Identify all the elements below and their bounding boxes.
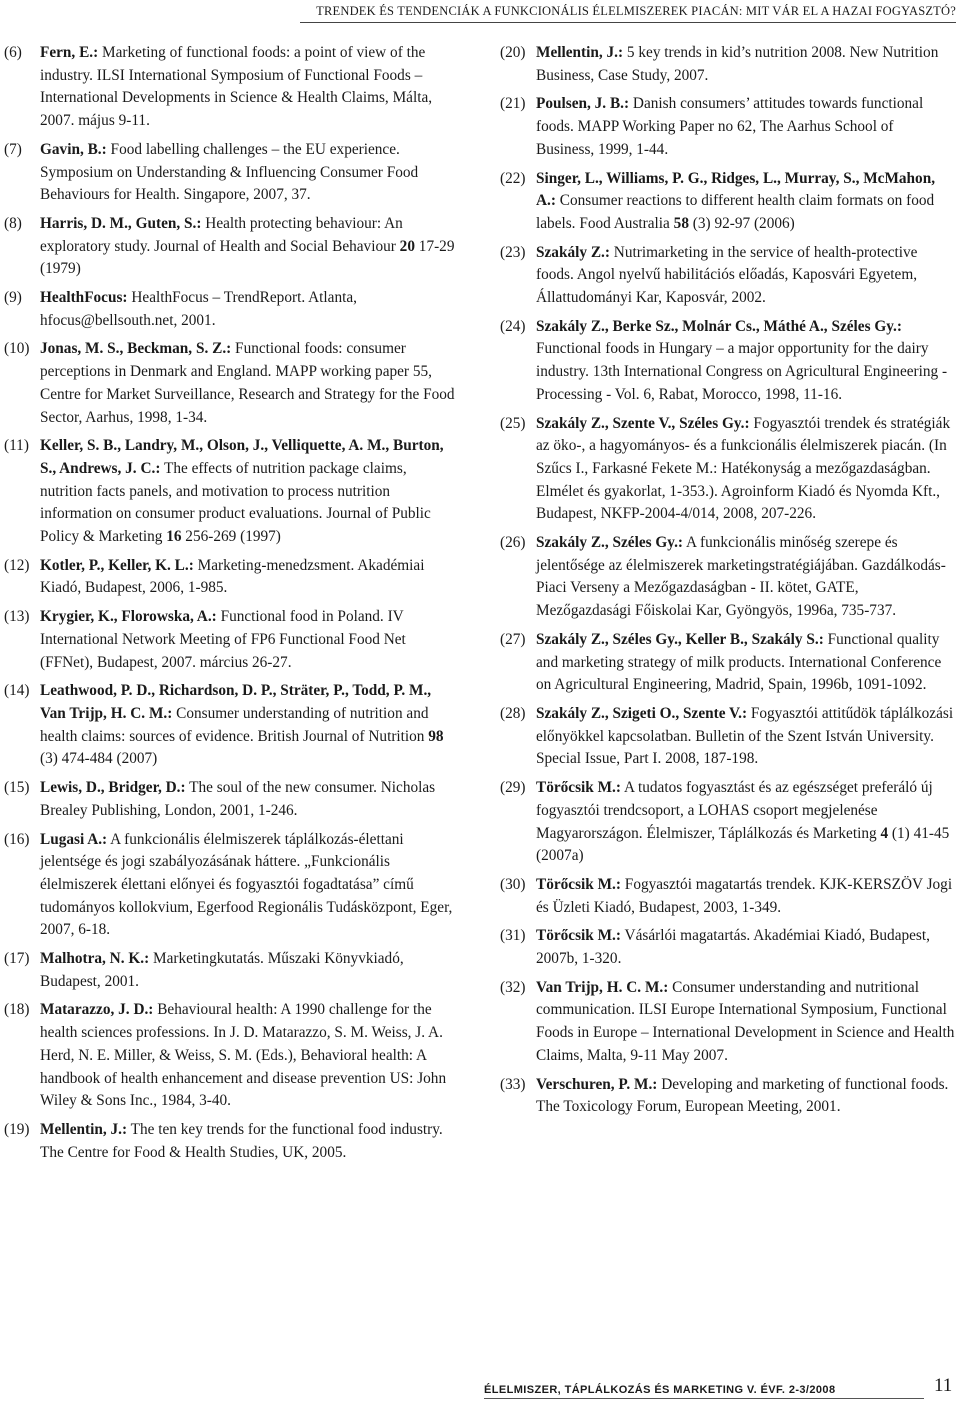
- reference-body: [536, 42, 955, 87]
- reference-number: (28): [500, 704, 526, 722]
- reference-number: (13): [4, 608, 30, 626]
- reference-authors: Kotler, P., Keller, K. L.:: [40, 556, 194, 574]
- reference-item: [4, 435, 460, 549]
- reference-item: [4, 287, 460, 332]
- reference-item: [500, 925, 955, 970]
- reference-item: [4, 139, 460, 207]
- reference-item: [500, 413, 955, 527]
- reference-text: Functional food in Poland. IV International Network Meeting of FP6 Functional Food Net (FFNet), Budapest, 2007. március 26-27.: [40, 608, 406, 671]
- reference-authors: Verschuren, P. M.:: [536, 1075, 658, 1093]
- reference-body: [40, 435, 460, 549]
- reference-authors: Szakály Z., Szente V., Széles Gy.:: [536, 414, 750, 432]
- reference-number: (11): [4, 437, 29, 455]
- reference-item: [500, 777, 955, 868]
- reference-volume: 20: [399, 237, 415, 255]
- reference-authors: Keller, S. B., Landry, M., Olson, J., Velliquette, A. M., Burton, S., Andrews, J. C.:: [40, 437, 444, 477]
- reference-text: Vásárlói magatartás. Akadémiai Kiadó, Budapest, 2007b, 1-320.: [536, 927, 930, 968]
- reference-text: Fogyasztói attitűdök táplálkozási előnyökkel kapcsolatban. Bulletin of the Szent István University. Special Issue, Part I. 2008, 187-198.: [536, 704, 954, 768]
- reference-authors: Szakály Z., Szigeti O., Szente V.:: [536, 704, 748, 722]
- page-number: 11: [934, 1375, 953, 1396]
- reference-item: [500, 703, 955, 771]
- reference-text: Food labelling challenges – the EU experience. Symposium on Understanding & Influencing Consumer Food Behaviours for Health. Singapore, 2007, 37.: [40, 140, 419, 204]
- reference-item: [500, 242, 955, 310]
- reference-body: [40, 139, 460, 207]
- running-head: TRENDEK ÉS TENDENCIÁK A FUNKCIONÁLIS ÉLELMISZEREK PIACÁN: MIT VÁR EL A HAZAI FOGYASZTÓ?: [300, 4, 956, 23]
- reference-number: (24): [500, 317, 526, 335]
- reference-item: [4, 680, 460, 771]
- reference-authors: Törőcsik M.:: [536, 875, 621, 893]
- reference-body: [40, 999, 460, 1113]
- reference-body: [536, 703, 955, 771]
- reference-number: (29): [500, 779, 526, 797]
- reference-text: Fogyasztói trendek és stratégiák az öko-, a hagyományos- és a funkcionális élelmiszerek piacán. (In Szűcs I., Farkasné Fekete M.: Hatékonyság a mezőgazdaságban. Elmélet és gyakorlat, 1-353.). Agroinform Kiadó és Nyomda Kft., Budapest, NKFP-2004-4/014, 2008, 207-226.: [536, 414, 951, 523]
- reference-item: [4, 777, 460, 822]
- reference-text: The effects of nutrition package claims, nutrition facts panels, and motivation to process nutrition information on consumer product evaluations. Journal of Public Policy & Marketing: [40, 459, 431, 546]
- reference-item: [500, 629, 955, 697]
- reference-body: [40, 1119, 460, 1164]
- reference-authors: Törőcsik M.:: [536, 779, 621, 797]
- reference-body: [40, 42, 460, 133]
- reference-item: [4, 999, 460, 1113]
- reference-number: (20): [500, 44, 526, 61]
- reference-item: [4, 42, 460, 133]
- reference-item: [500, 42, 955, 87]
- reference-number: (26): [500, 534, 526, 552]
- reference-item: [4, 948, 460, 993]
- footer-rule: [484, 1398, 924, 1399]
- reference-volume: 4: [880, 824, 889, 842]
- reference-number: (18): [4, 1001, 30, 1019]
- reference-number: (25): [500, 414, 526, 432]
- reference-authors: HealthFocus:: [40, 289, 128, 307]
- reference-number: (7): [4, 140, 22, 158]
- references-right-column: [500, 42, 955, 1125]
- reference-volume: 58: [673, 214, 689, 232]
- reference-body: [536, 1074, 955, 1119]
- reference-item: [4, 555, 460, 600]
- reference-body: [40, 680, 460, 771]
- reference-text: A funkcionális minőség szerepe és jelentősége az élelmiszerek marketingstratégiájában. Gazdálkodás-Piaci Verseny a Mezőgazdaságban - II. kötet, GATE, Mezőgazdasági Főiskolai Kar, Gyöngyös, 1996a, 735-737.: [536, 534, 946, 620]
- reference-item: [500, 316, 955, 407]
- reference-item: [500, 532, 955, 623]
- reference-number: (6): [4, 44, 22, 61]
- reference-authors: Poulsen, J. B.:: [536, 95, 630, 113]
- reference-number: (21): [500, 95, 526, 113]
- reference-authors: Szakály Z., Széles Gy.:: [536, 534, 684, 552]
- reference-text: Marketingkutatás. Műszaki Könyvkiadó, Budapest, 2001.: [40, 950, 404, 990]
- reference-item: [500, 874, 955, 919]
- reference-body: [40, 555, 460, 600]
- reference-body: [536, 413, 955, 527]
- reference-body: [40, 829, 460, 943]
- reference-pages: (3) 474-484 (2007): [40, 750, 158, 768]
- reference-authors: Szakály Z., Berke Sz., Molnár Cs., Máthé A., Széles Gy.:: [536, 317, 902, 335]
- reference-number: (33): [500, 1075, 526, 1093]
- reference-authors: Matarazzo, J. D.:: [40, 1001, 154, 1019]
- reference-text: Functional foods in Hungary – a major opportunity for the dairy industry. 13th International Congress on Agricultural Engineering - Processing - Vol. 6, Rabat, Morocco, 1998, 11-16.: [536, 340, 948, 403]
- reference-authors: Singer, L., Williams, P. G., Ridges, L., Murray, S., McMahon, A.:: [536, 169, 936, 210]
- reference-text: Marketing of functional foods: a point of view of the industry. ILSI International Symposium of Functional Foods – International Developments in Science & Health Claims, Málta, 2007. május 9-11.: [40, 44, 433, 130]
- reference-item: [500, 93, 955, 161]
- reference-item: [4, 829, 460, 943]
- reference-text: Fogyasztói magatartás trendek. KJK-KERSZÖV Jogi és Üzleti Kiadó, Budapest, 2003, 1-349.: [536, 875, 953, 916]
- reference-number: (10): [4, 340, 30, 358]
- reference-authors: Mellentin, J.:: [40, 1120, 128, 1138]
- reference-number: (27): [500, 630, 526, 648]
- reference-body: [40, 606, 460, 674]
- reference-text: Consumer reactions to different health claim formats on food labels. Food Australia: [536, 192, 935, 232]
- reference-authors: Van Trijp, H. C. M.:: [536, 978, 669, 996]
- reference-number: (22): [500, 169, 526, 187]
- reference-authors: Jonas, M. S., Beckman, S. Z.:: [40, 340, 232, 358]
- reference-item: [500, 1074, 955, 1119]
- reference-authors: Lugasi A.:: [40, 830, 108, 848]
- reference-authors: Fern, E.:: [40, 44, 99, 61]
- reference-text: HealthFocus – TrendReport. Atlanta, hfocus@bellsouth.net, 2001.: [40, 289, 357, 329]
- reference-number: (14): [4, 682, 30, 700]
- reference-text: Consumer understanding of nutrition and health claims: sources of evidence. British Journal of Nutrition: [40, 704, 429, 745]
- reference-item: [4, 606, 460, 674]
- reference-volume: 98: [428, 727, 444, 745]
- reference-body: [536, 168, 955, 236]
- reference-text: 5 key trends in kid’s nutrition 2008. New Nutrition Business, Case Study, 2007.: [536, 44, 939, 84]
- footer-journal-title: ÉLELMISZER, TÁPLÁLKOZÁS ÉS MARKETING V. ÉVF. 2-3/2008: [484, 1384, 836, 1396]
- reference-text: Consumer understanding and nutritional communication. ILSI Europe International Symposium, Functional Foods in Europe – International Development in Science and Health Claims, Malta, 9-11 May 2007.: [536, 978, 955, 1064]
- reference-number: (16): [4, 830, 30, 848]
- reference-body: [40, 287, 460, 332]
- reference-pages: 256-269 (1997): [181, 528, 281, 546]
- reference-text: The ten key trends for the functional food industry. The Centre for Food & Health Studies, UK, 2005.: [40, 1120, 443, 1161]
- reference-number: (15): [4, 779, 30, 797]
- reference-authors: Krygier, K., Florowska, A.:: [40, 608, 217, 626]
- reference-body: [536, 242, 955, 310]
- reference-body: [536, 316, 955, 407]
- reference-authors: Harris, D. M., Guten, S.:: [40, 214, 202, 232]
- reference-body: [536, 93, 955, 161]
- reference-text: Functional quality and marketing strategy of milk products. International Conference on Agricultural Engineering, Madrid, Spain, 1996b, 1091-1092.: [536, 630, 942, 694]
- reference-number: (19): [4, 1120, 30, 1138]
- reference-pages: 17-29 (1979): [40, 237, 455, 278]
- reference-text: Health protecting behaviour: An exploratory study. Journal of Health and Social Behaviour: [40, 214, 403, 255]
- reference-pages: (1) 41-45 (2007a): [536, 824, 950, 865]
- reference-body: [536, 777, 955, 868]
- reference-authors: Mellentin, J.:: [536, 44, 624, 61]
- reference-item: [4, 213, 460, 281]
- reference-authors: Szakály Z.:: [536, 243, 610, 261]
- reference-body: [536, 977, 955, 1068]
- reference-body: [40, 948, 460, 993]
- reference-text: Functional foods: consumer perceptions in Denmark and England. MAPP working paper 55, Centre for Market Surveillance, Research and Strategy for the Food Sector, Aarhus, 1998, 1-34.: [40, 340, 455, 426]
- reference-text: Danish consumers’ attitudes towards functional foods. MAPP Working Paper no 62, The Aarhus School of Business, 1999, 1-44.: [536, 95, 924, 158]
- reference-text: The soul of the new consumer. Nicholas Brealey Publishing, London, 2001, 1-246.: [40, 779, 436, 819]
- reference-text: Nutrimarketing in the service of health-protective foods. Angol nyelvű habilitációs előadás, Kaposvári Egyetem, Állattudományi Kar, Kaposvár, 2002.: [536, 243, 918, 307]
- reference-number: (9): [4, 289, 22, 307]
- reference-number: (30): [500, 875, 526, 893]
- reference-body: [40, 777, 460, 822]
- reference-body: [536, 629, 955, 697]
- reference-authors: Gavin, B.:: [40, 140, 107, 158]
- reference-number: (12): [4, 556, 30, 574]
- reference-number: (23): [500, 243, 526, 261]
- reference-number: (31): [500, 927, 526, 945]
- reference-text: A funkcionális élelmiszerek táplálkozás-élettani jelentsége és jogi szabályozásának háttere. „Funkcionális élelmiszerek élettani előnyei és fogyasztói fogadtatása” című tudományos kollokvium, Egerfood Regionális Tudásközpont, Eger, 2007, 6-18.: [40, 830, 453, 939]
- reference-body: [536, 532, 955, 623]
- reference-authors: Lewis, D., Bridger, D.:: [40, 779, 186, 797]
- reference-number: (32): [500, 978, 526, 996]
- reference-body: [40, 338, 460, 429]
- reference-item: [4, 1119, 460, 1164]
- reference-body: [536, 925, 955, 970]
- reference-number: (17): [4, 950, 30, 968]
- reference-authors: Leathwood, P. D., Richardson, D. P., Sträter, P., Todd, P. M., Van Trijp, H. C. M.:: [40, 682, 432, 722]
- reference-number: (8): [4, 214, 22, 232]
- reference-text: Behavioural health: A 1990 challenge for the health sciences professions. In J. D. Matarazzo, S. M. Weiss, J. A. Herd, N. E. Miller, & Weiss, S. M. (Eds.), Behavioral health: A handbook of health enhancement and disease prevention US: John Wiley & Sons Inc., 1984, 3-40.: [40, 1001, 447, 1110]
- reference-item: [500, 977, 955, 1068]
- reference-item: [4, 338, 460, 429]
- reference-authors: Malhotra, N. K.:: [40, 950, 150, 968]
- reference-authors: Szakály Z., Széles Gy., Keller B., Szakály S.:: [536, 630, 824, 648]
- reference-item: [500, 168, 955, 236]
- reference-text: Developing and marketing of functional foods. The Toxicology Forum, European Meeting, 2001.: [536, 1075, 949, 1116]
- reference-text: A tudatos fogyasztást és az egészséget preferáló új fogyasztói trendcsoport, a LOHAS csoport megjelenése Magyarországon. Élelmiszer, Táplálkozás és Marketing: [536, 779, 933, 842]
- reference-text: Marketing-menedzsment. Akadémiai Kiadó, Budapest, 2006, 1-985.: [40, 556, 425, 597]
- references-left-column: [4, 42, 460, 1170]
- reference-volume: 16: [166, 528, 182, 546]
- reference-body: [536, 874, 955, 919]
- reference-pages: (3) 92-97 (2006): [688, 214, 795, 232]
- reference-body: [40, 213, 460, 281]
- reference-authors: Törőcsik M.:: [536, 927, 621, 945]
